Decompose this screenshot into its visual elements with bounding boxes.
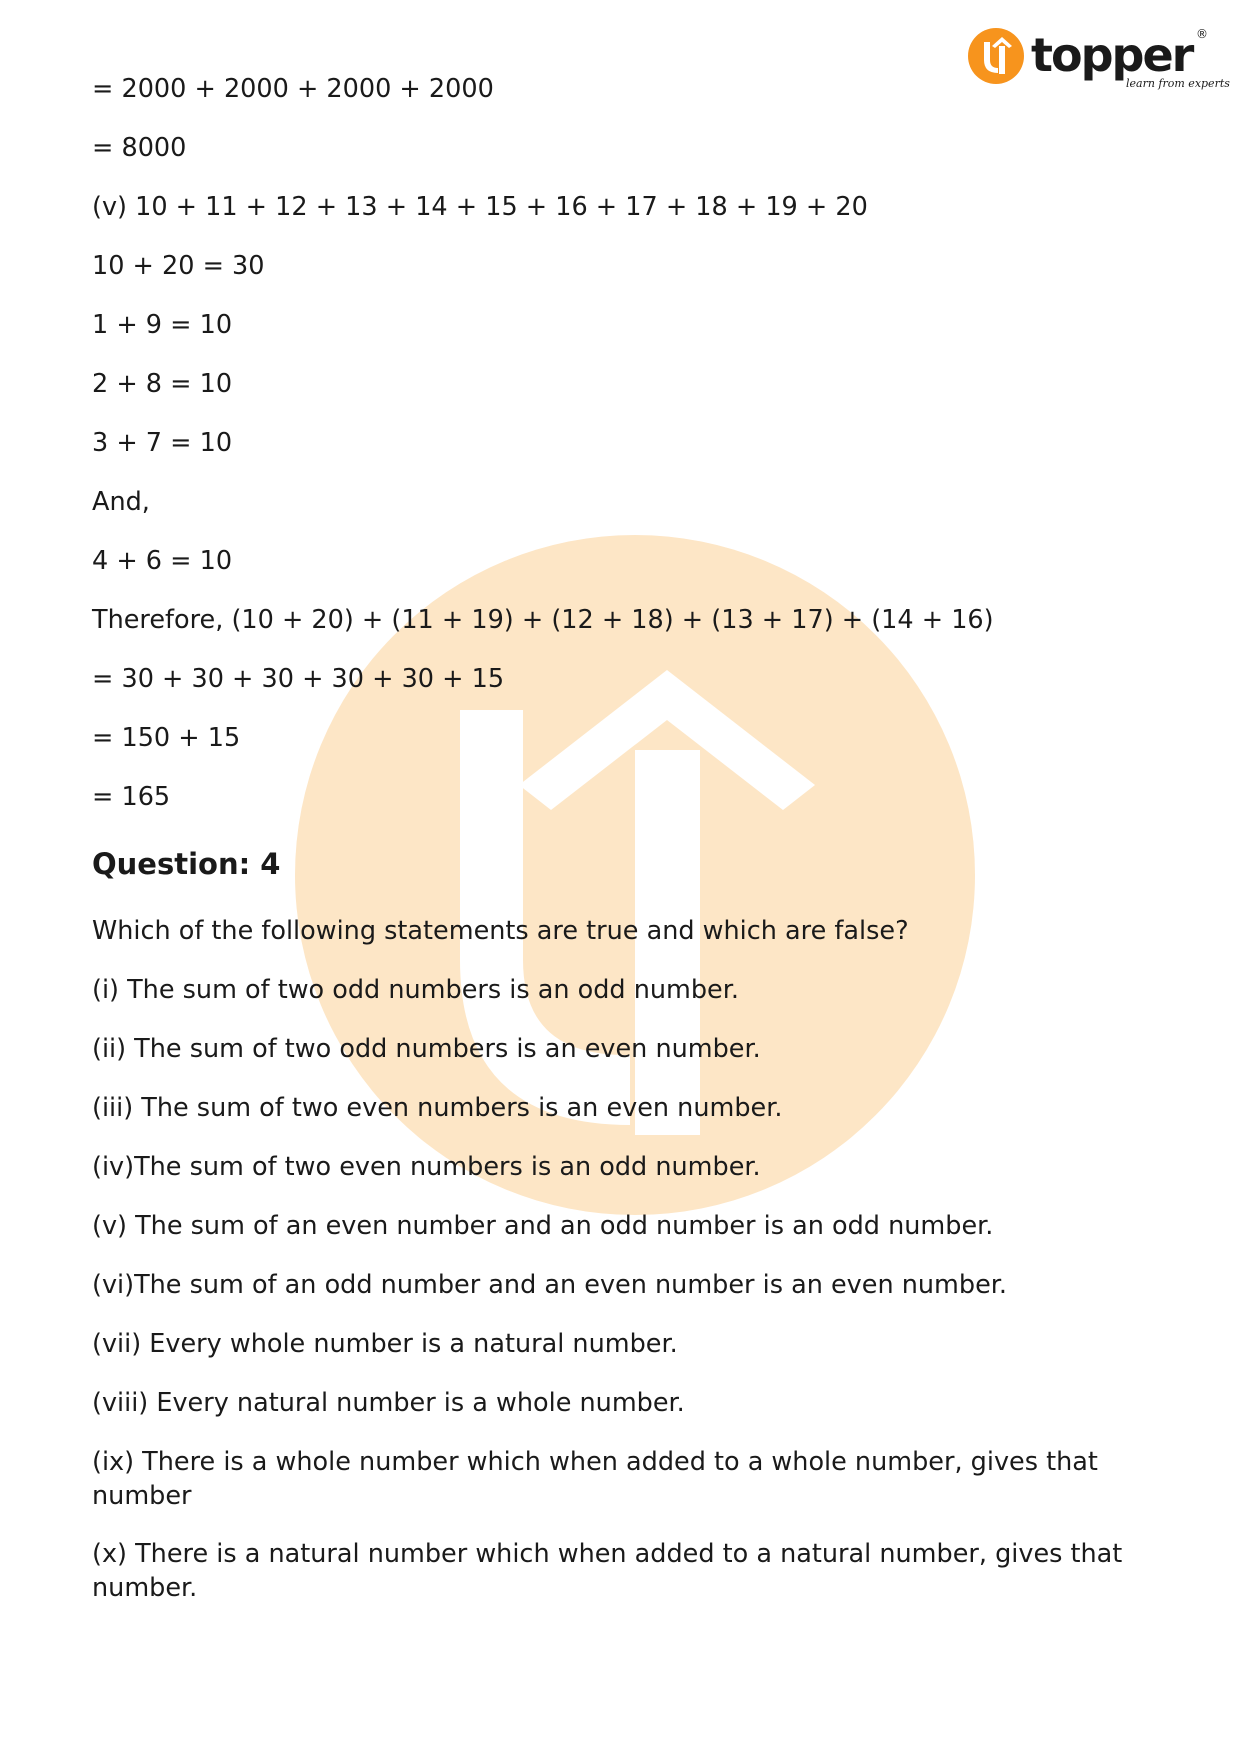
statement-item: (ix) There is a whole number which when added to a whole number, gives that number bbox=[92, 1447, 1098, 1511]
statement-item: (iv)The sum of two even numbers is an odd number. bbox=[92, 1152, 761, 1182]
statement-item: (vii) Every whole number is a natural number. bbox=[92, 1329, 678, 1359]
solution-line: 1 + 9 = 10 bbox=[92, 310, 233, 340]
statement-item: (ii) The sum of two odd numbers is an even number. bbox=[92, 1034, 761, 1064]
statement-item: (v) The sum of an even number and an odd number is an odd number. bbox=[92, 1211, 994, 1241]
solution-line: = 2000 + 2000 + 2000 + 2000 bbox=[92, 74, 494, 104]
solution-line: 4 + 6 = 10 bbox=[92, 546, 233, 576]
solution-line: And, bbox=[92, 487, 150, 517]
topper-logo-icon bbox=[968, 28, 1024, 84]
solution-line: 2 + 8 = 10 bbox=[92, 369, 233, 399]
topper-logo bbox=[968, 24, 1230, 100]
statement-item: (iii) The sum of two even numbers is an even number. bbox=[92, 1093, 783, 1123]
statement-item: (x) There is a natural number which when added to a natural number, gives that number. bbox=[92, 1539, 1123, 1603]
solution-line: (v) 10 + 11 + 12 + 13 + 14 + 15 + 16 + 17 + 18 + 19 + 20 bbox=[92, 192, 868, 222]
statement-item: (i) The sum of two odd numbers is an odd number. bbox=[92, 975, 739, 1005]
solution-line: 10 + 20 = 30 bbox=[92, 251, 265, 281]
solution-line: Therefore, (10 + 20) + (11 + 19) + (12 + 18) + (13 + 17) + (14 + 16) bbox=[92, 605, 994, 635]
registered-mark: ® bbox=[1196, 27, 1208, 41]
solution-line: = 8000 bbox=[92, 133, 187, 163]
logo-wordmark: topper bbox=[1031, 28, 1193, 82]
solution-line: = 30 + 30 + 30 + 30 + 30 + 15 bbox=[92, 664, 505, 694]
statement-item: (viii) Every natural number is a whole number. bbox=[92, 1388, 685, 1418]
question-heading: Question: 4 bbox=[92, 847, 281, 881]
question-prompt: Which of the following statements are true and which are false? bbox=[92, 916, 909, 946]
solution-line: 3 + 7 = 10 bbox=[92, 428, 233, 458]
statement-item: (vi)The sum of an odd number and an even number is an even number. bbox=[92, 1270, 1008, 1300]
solution-line: = 150 + 15 bbox=[92, 723, 241, 753]
solution-line: = 165 bbox=[92, 782, 171, 812]
logo-tagline: learn from experts bbox=[1126, 77, 1230, 90]
